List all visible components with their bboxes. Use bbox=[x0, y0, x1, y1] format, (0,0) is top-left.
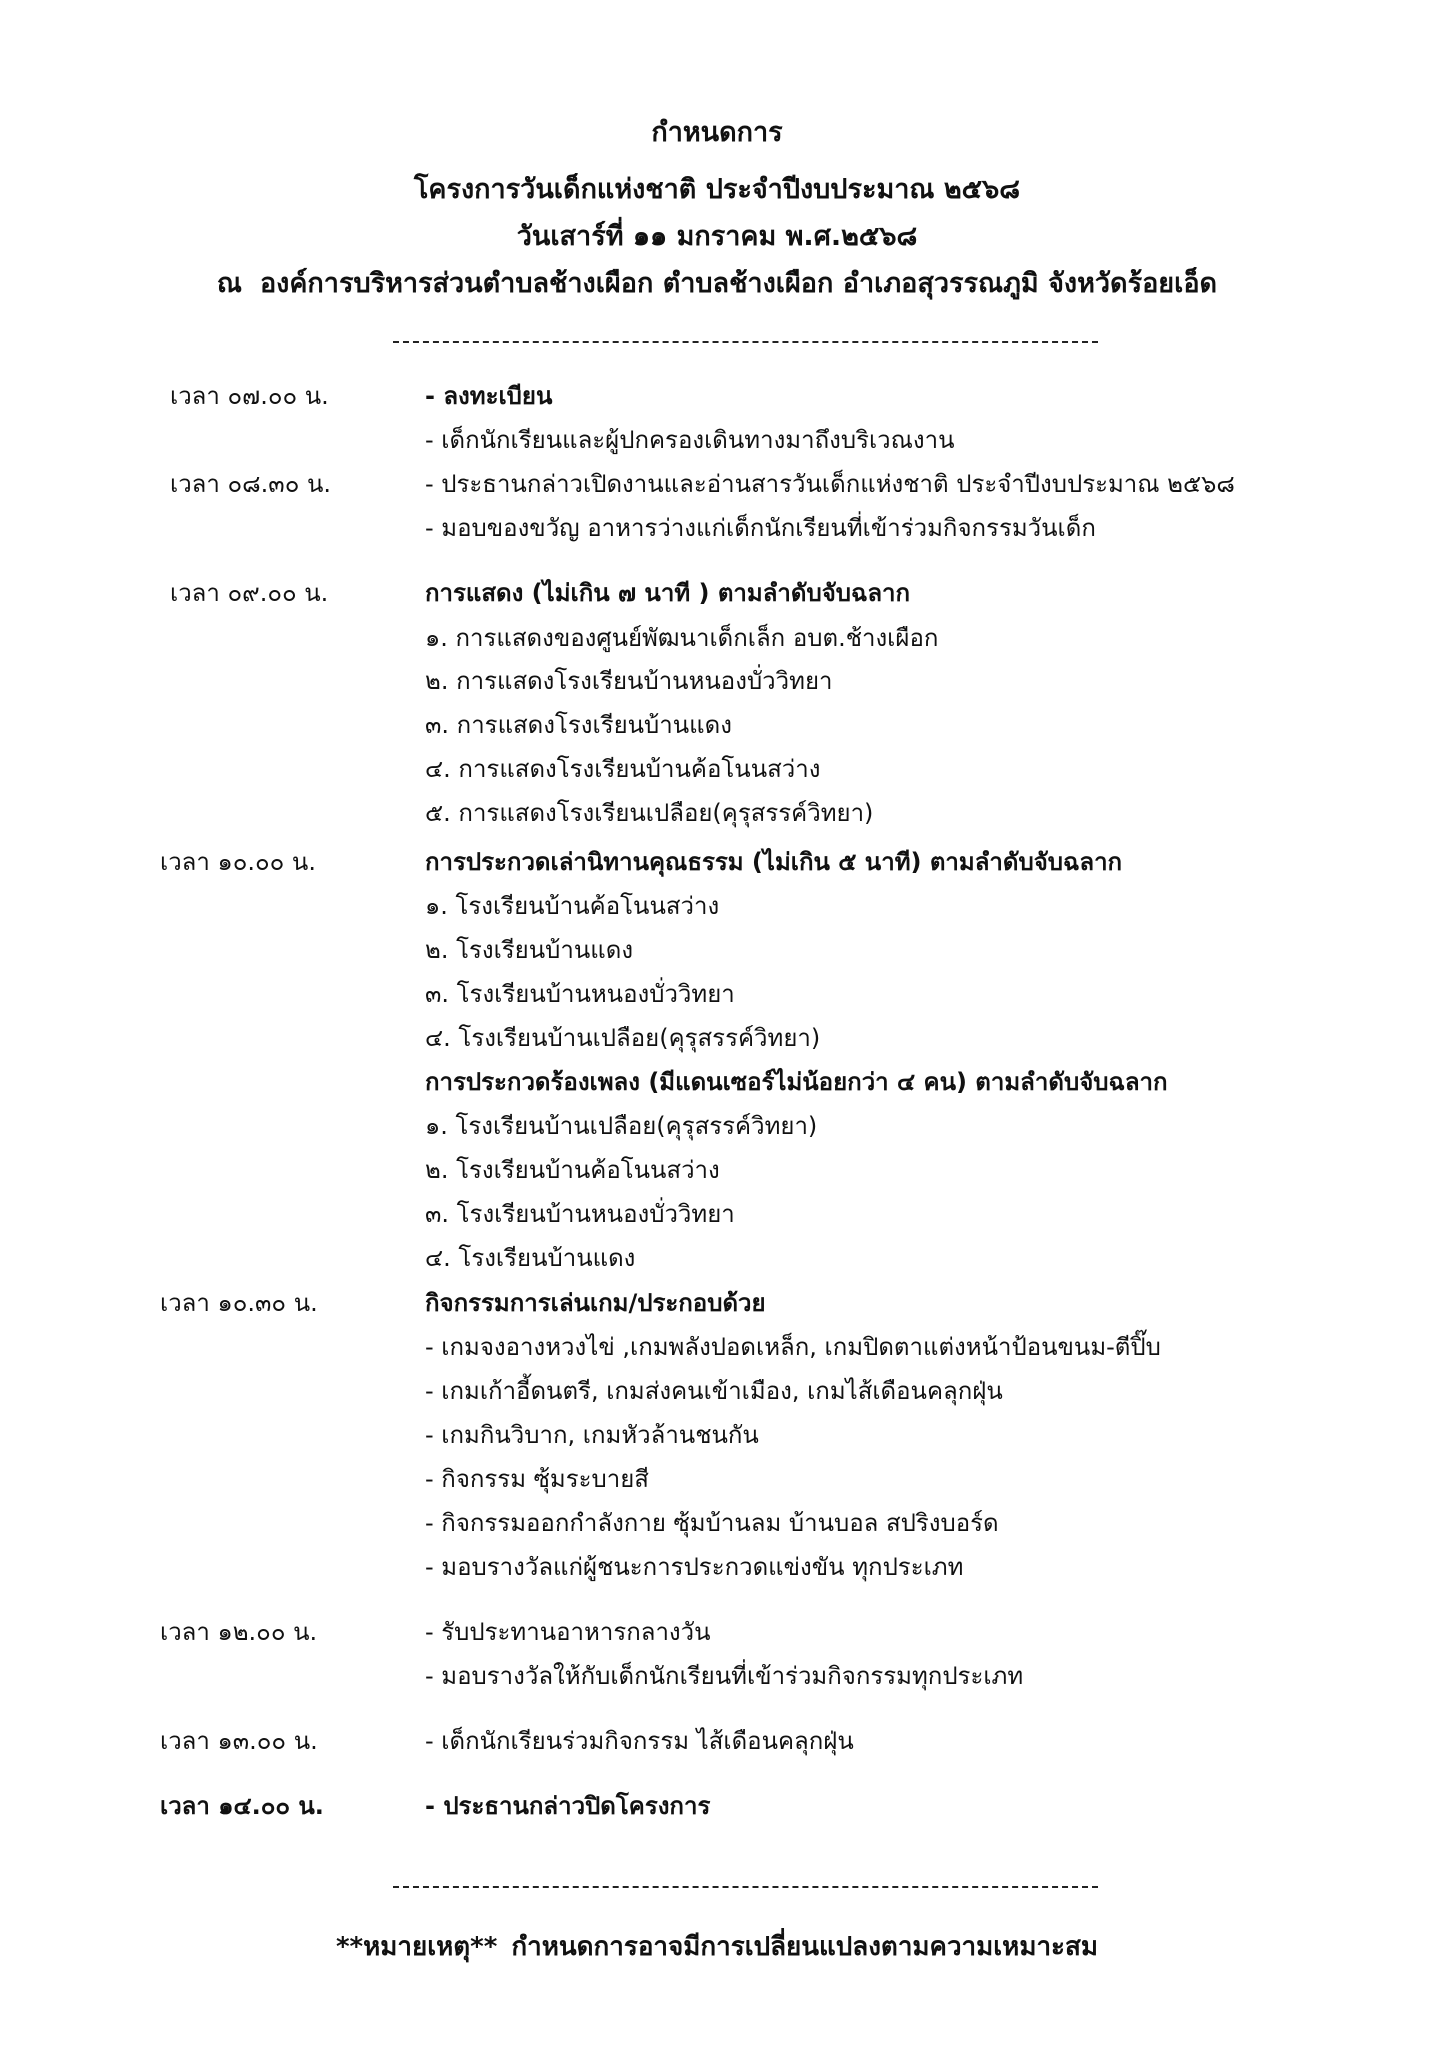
schedule-item: - เด็กนักเรียนร่วมกิจกรรม ไส้เดือนคลุกฝุ่น bbox=[425, 1727, 854, 1755]
schedule-item: - เกมกินวิบาก, เกมหัวล้านชนกัน bbox=[425, 1421, 759, 1449]
schedule-item: ๔. โรงเรียนบ้านเปลือย(คุรุสรรค์วิทยา) bbox=[425, 1024, 821, 1052]
schedule-item: ๔. โรงเรียนบ้านแดง bbox=[425, 1244, 636, 1272]
time-label: เวลา ๐๘.๓๐ น. bbox=[170, 470, 332, 498]
venue-prefix: ณ bbox=[216, 268, 242, 299]
schedule-item: - กิจกรรม ซุ้มระบายสี bbox=[425, 1465, 649, 1493]
schedule-item: ๕. การแสดงโรงเรียนเปลือย(คุรุสรรค์วิทยา) bbox=[425, 799, 874, 827]
schedule-item: - เกมเก้าอี้ดนตรี, เกมส่งคนเข้าเมือง, เกมไส้เดือนคลุกฝุ่น bbox=[425, 1377, 1003, 1405]
schedule-item: - เด็กนักเรียนและผู้ปกครองเดินทางมาถึงบริเวณงาน bbox=[425, 426, 955, 454]
schedule-item: ๑. โรงเรียนบ้านเปลือย(คุรุสรรค์วิทยา) bbox=[425, 1112, 818, 1140]
time-label: เวลา ๑๓.๐๐ น. bbox=[160, 1727, 318, 1755]
schedule-heading: การประกวดร้องเพลง (มีแดนเซอร์ไม่น้อยกว่า ๔ คน) ตามลำดับจับฉลาก bbox=[425, 1068, 1168, 1096]
top-divider bbox=[393, 341, 1098, 343]
doc-title: กำหนดการ bbox=[651, 117, 783, 148]
schedule-heading: การแสดง (ไม่เกิน ๗ นาที ) ตามลำดับจับฉลาก bbox=[425, 579, 911, 607]
schedule-item: - มอบของขวัญ อาหารว่างแก่เด็กนักเรียนที่เข้าร่วมกิจกรรมวันเด็ก bbox=[425, 514, 1096, 542]
schedule-item: ๓. การแสดงโรงเรียนบ้านแดง bbox=[425, 711, 732, 739]
event-date: วันเสาร์ที่ ๑๑ มกราคม พ.ศ.๒๕๖๘ bbox=[516, 221, 918, 252]
schedule-item: ๒. โรงเรียนบ้านแดง bbox=[425, 936, 634, 964]
schedule-item: - มอบรางวัลแก่ผู้ชนะการประกวดแข่งขัน ทุกประเภท bbox=[425, 1553, 964, 1581]
schedule-item: - รับประทานอาหารกลางวัน bbox=[425, 1618, 711, 1646]
note-label: **หมายเหตุ** bbox=[335, 1932, 498, 1962]
time-label: เวลา ๐๗.๐๐ น. bbox=[170, 382, 329, 410]
schedule-item: ๓. โรงเรียนบ้านหนองบั่ววิทยา bbox=[425, 980, 735, 1008]
venue-text: องค์การบริหารส่วนตำบลช้างเผือก ตำบลช้างเผือก อำเภอสุวรรณภูมิ จังหวัดร้อยเอ็ด bbox=[259, 268, 1218, 299]
schedule-item: - มอบรางวัลให้กับเด็กนักเรียนที่เข้าร่วมกิจกรรมทุกประเภท bbox=[425, 1662, 1024, 1690]
schedule-item: ๒. การแสดงโรงเรียนบ้านหนองบั่ววิทยา bbox=[425, 667, 833, 695]
project-title: โครงการวันเด็กแห่งชาติ ประจำปีงบประมาณ ๒๕๖๘ bbox=[413, 174, 1021, 205]
schedule-item: - เกมจงอางหวงไข่ ,เกมพลังปอดเหล็ก, เกมปิดตาแต่งหน้าป้อนขนม-ตีปิ๊บ bbox=[425, 1333, 1161, 1361]
schedule-item: ๑. การแสดงของศูนย์พัฒนาเด็กเล็ก อบต.ช้างเผือก bbox=[425, 624, 939, 652]
footer-note bbox=[0, 1927, 1434, 1967]
time-label: เวลา ๑๐.๐๐ น. bbox=[160, 848, 316, 876]
schedule-heading: การประกวดเล่านิทานคุณธรรม (ไม่เกิน ๕ นาที) ตามลำดับจับฉลาก bbox=[425, 848, 1123, 876]
event-venue bbox=[0, 264, 1434, 304]
bottom-divider bbox=[393, 1886, 1098, 1888]
schedule-item: ๓. โรงเรียนบ้านหนองบั่ววิทยา bbox=[425, 1200, 735, 1228]
time-label: เวลา ๑๒.๐๐ น. bbox=[160, 1618, 318, 1646]
time-label: เวลา ๑๐.๓๐ น. bbox=[160, 1289, 318, 1317]
time-label: เวลา ๑๔.๐๐ น. bbox=[160, 1792, 324, 1820]
schedule-item: - กิจกรรมออกกำลังกาย ซุ้มบ้านลม บ้านบอล สปริงบอร์ด bbox=[425, 1509, 999, 1537]
schedule-heading: - ประธานกล่าวปิดโครงการ bbox=[425, 1792, 711, 1820]
schedule-item: ๑. โรงเรียนบ้านค้อโนนสว่าง bbox=[425, 892, 720, 920]
note-text: กำหนดการอาจมีการเปลี่ยนแปลงตามความเหมาะสม bbox=[511, 1932, 1099, 1962]
schedule-item: - ประธานกล่าวเปิดงานและอ่านสารวันเด็กแห่งชาติ ประจำปีงบประมาณ ๒๕๖๘ bbox=[425, 470, 1235, 498]
schedule-heading: - ลงทะเบียน bbox=[425, 382, 553, 410]
schedule-heading: กิจกรรมการเล่นเกม/ประกอบด้วย bbox=[425, 1289, 766, 1317]
time-label: เวลา ๐๙.๐๐ น. bbox=[170, 579, 329, 607]
schedule-item: ๔. การแสดงโรงเรียนบ้านค้อโนนสว่าง bbox=[425, 755, 821, 783]
schedule-item: ๒. โรงเรียนบ้านค้อโนนสว่าง bbox=[425, 1156, 720, 1184]
